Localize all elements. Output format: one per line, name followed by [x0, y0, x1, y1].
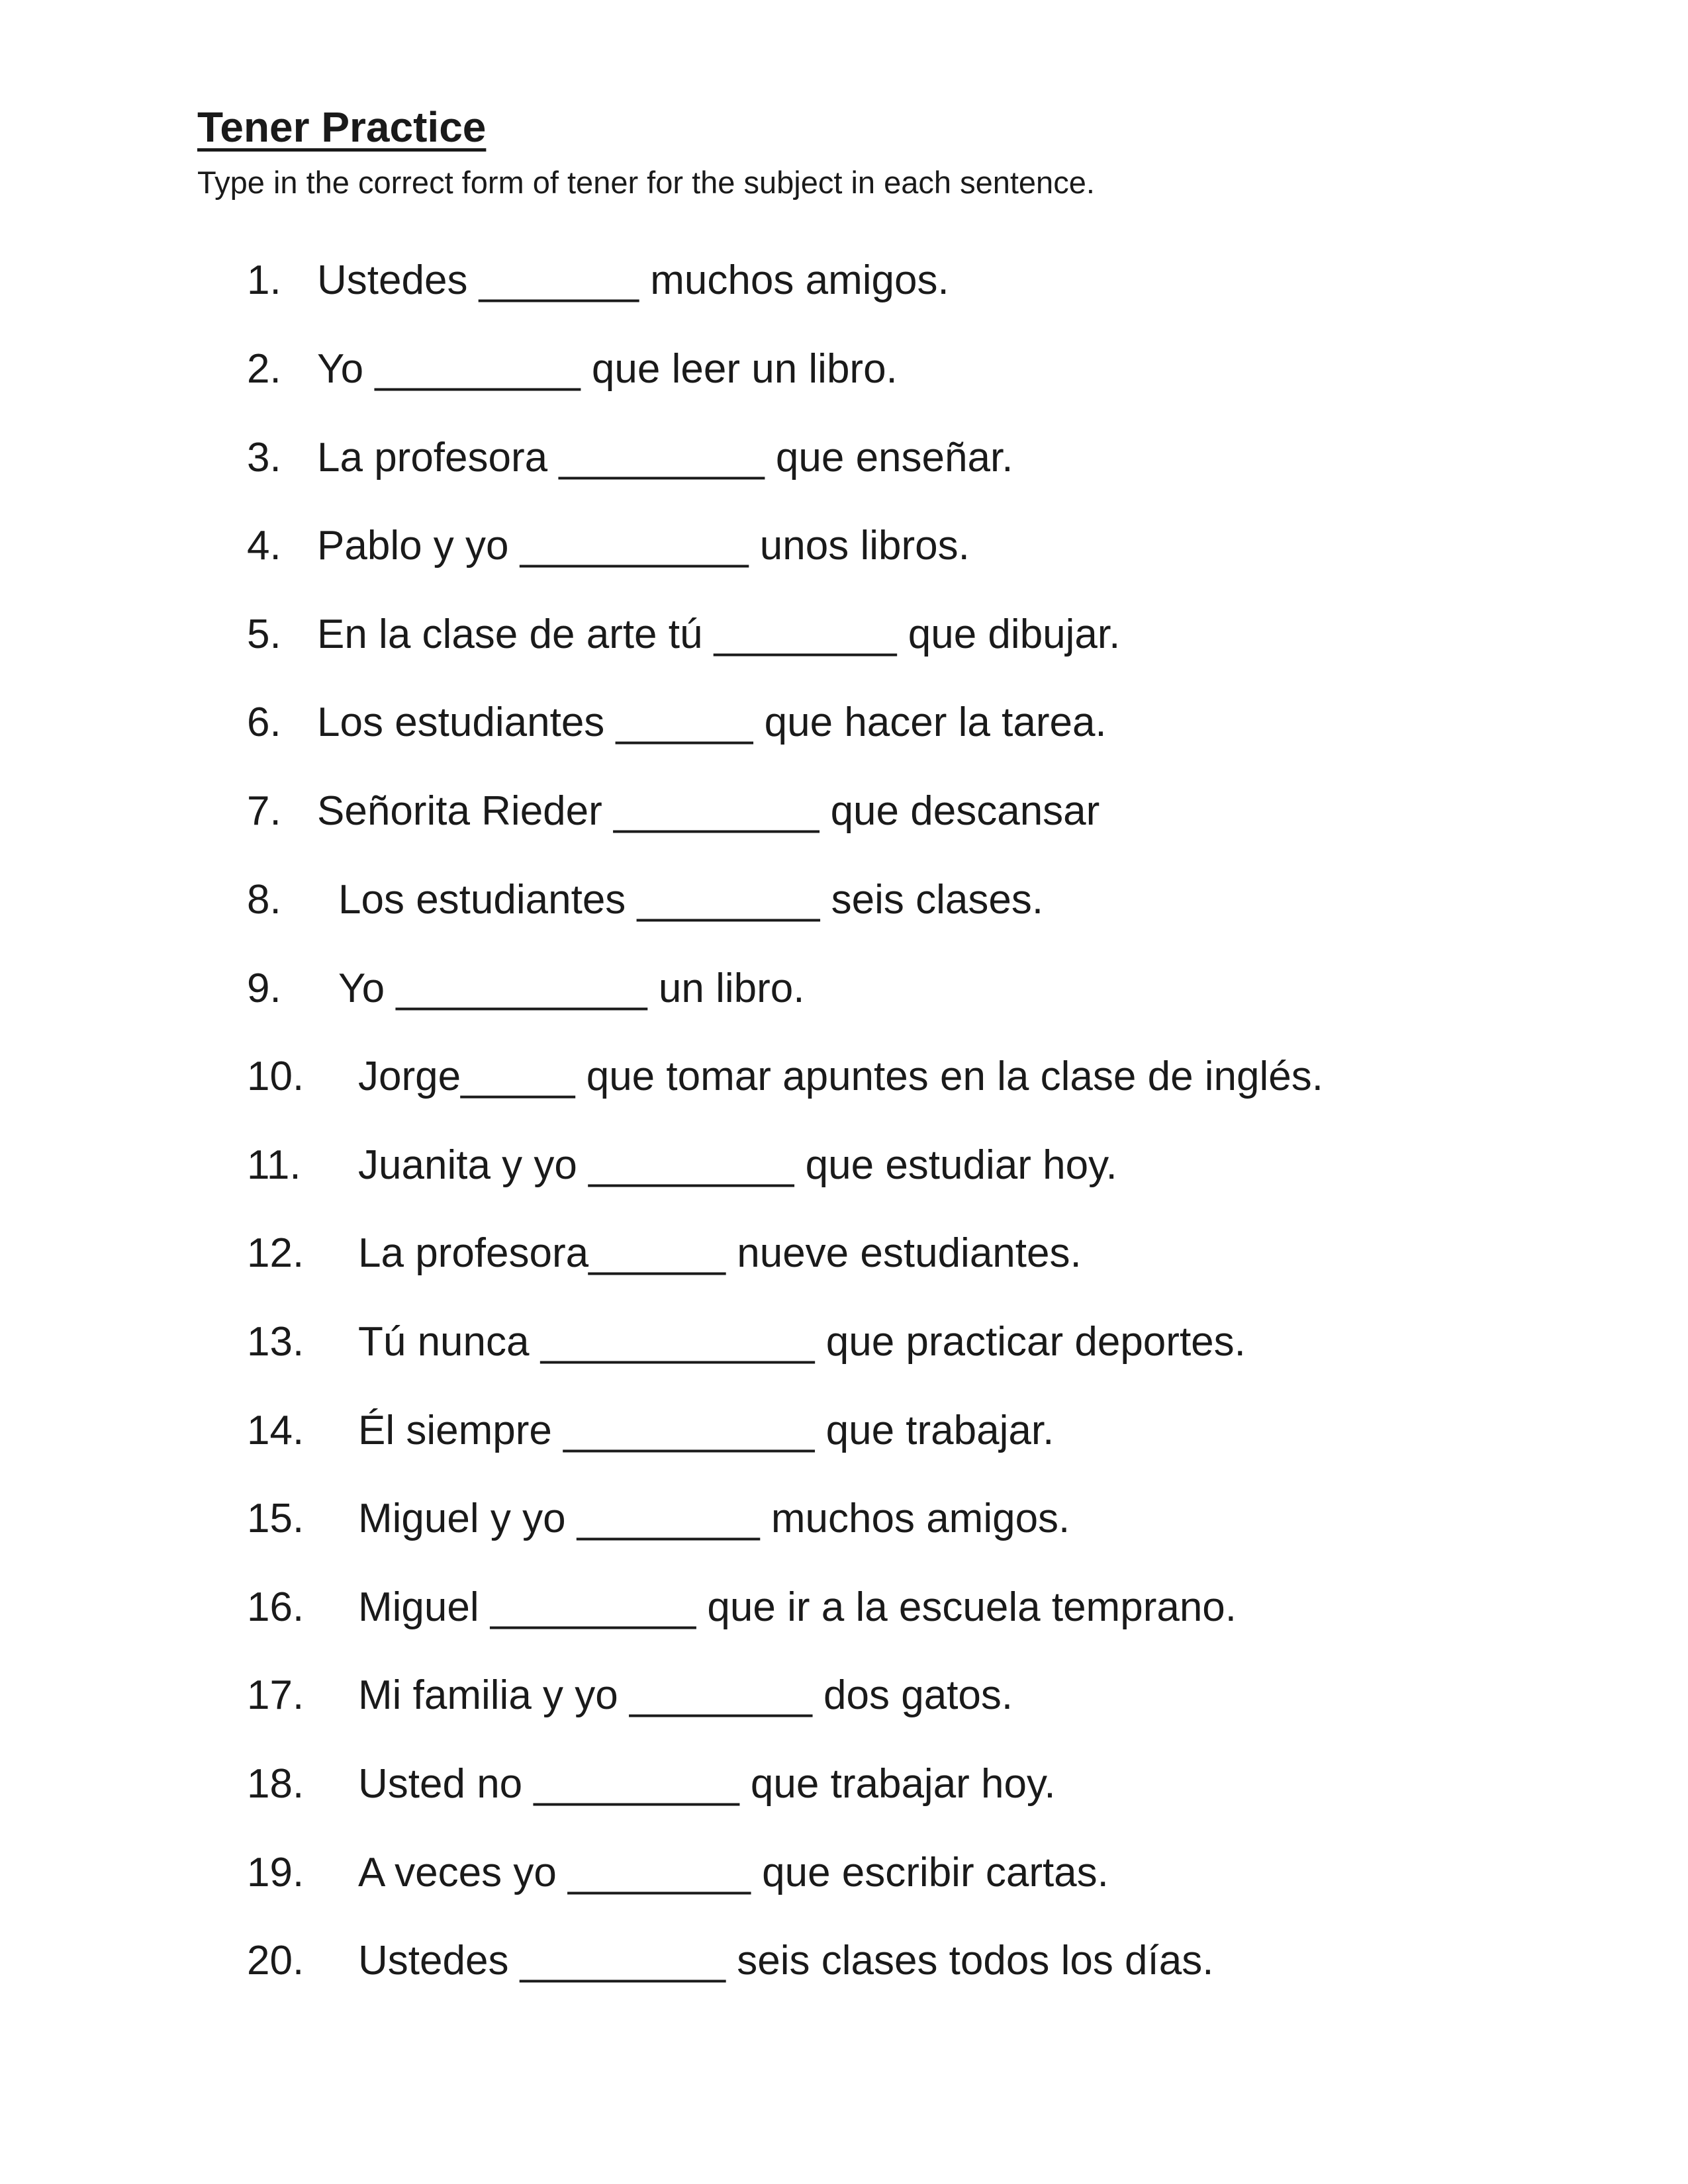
item-number: 13.	[247, 1319, 305, 1365]
worksheet-title: Tener Practice	[197, 103, 487, 151]
item-sentence: Yo ___________ un libro.	[338, 966, 805, 1011]
exercise-item-2	[247, 341, 898, 397]
exercise-item-4	[247, 518, 970, 574]
exercise-item-18	[247, 1756, 1056, 1812]
exercise-item-10	[247, 1049, 1323, 1105]
item-sentence: Pablo y yo __________ unos libros.	[317, 523, 970, 569]
item-number: 1.	[247, 257, 281, 303]
item-number: 19.	[247, 1850, 305, 1895]
item-number: 3.	[247, 435, 281, 480]
exercise-item-17	[247, 1668, 1013, 1723]
exercise-item-6	[247, 695, 1107, 751]
item-number: 15.	[247, 1496, 305, 1541]
item-number: 7.	[247, 788, 281, 834]
exercise-item-1	[247, 253, 949, 308]
item-sentence: Los estudiantes ______ que hacer la tarea.	[317, 700, 1107, 745]
item-number: 10.	[247, 1054, 305, 1099]
exercise-item-16	[247, 1580, 1237, 1635]
exercise-item-7	[247, 784, 1100, 839]
exercise-item-19	[247, 1845, 1109, 1901]
item-sentence: Miguel y yo ________ muchos amigos.	[358, 1496, 1070, 1541]
item-number: 18.	[247, 1761, 305, 1807]
exercise-item-9	[247, 961, 804, 1017]
item-number: 16.	[247, 1584, 305, 1630]
item-number: 14.	[247, 1408, 305, 1453]
item-number: 17.	[247, 1672, 305, 1718]
item-number: 2.	[247, 346, 281, 392]
exercise-item-20	[247, 1933, 1213, 1989]
item-number: 9.	[247, 966, 281, 1011]
exercise-item-5	[247, 607, 1120, 662]
item-number: 8.	[247, 877, 281, 923]
item-number: 4.	[247, 523, 281, 569]
item-sentence: Usted no _________ que trabajar hoy.	[358, 1761, 1056, 1807]
item-sentence: Yo _________ que leer un libro.	[317, 346, 898, 392]
item-sentence: La profesora______ nueve estudiantes.	[358, 1230, 1082, 1276]
item-sentence: Señorita Rieder _________ que descansar	[317, 788, 1100, 834]
item-number: 11.	[247, 1142, 301, 1188]
item-sentence: Ustedes _________ seis clases todos los días.	[358, 1938, 1214, 1983]
item-sentence: Tú nunca ____________ que practicar deportes.	[358, 1319, 1246, 1365]
item-number: 20.	[247, 1938, 305, 1983]
exercise-item-15	[247, 1491, 1070, 1547]
exercise-item-13	[247, 1314, 1246, 1370]
item-sentence: Los estudiantes ________ seis clases.	[338, 877, 1044, 923]
item-sentence: Jorge_____ que tomar apuntes en la clase de inglés.	[358, 1054, 1323, 1099]
exercise-item-11	[247, 1138, 1117, 1193]
item-sentence: Ustedes _______ muchos amigos.	[317, 257, 949, 303]
item-sentence: Juanita y yo _________ que estudiar hoy.	[358, 1142, 1117, 1188]
item-sentence: La profesora _________ que enseñar.	[317, 435, 1013, 480]
item-sentence: A veces yo ________ que escribir cartas.	[358, 1850, 1109, 1895]
item-sentence: En la clase de arte tú ________ que dibujar.	[317, 612, 1121, 657]
exercise-item-3	[247, 430, 1013, 486]
exercise-item-14	[247, 1403, 1054, 1459]
item-sentence: Miguel _________ que ir a la escuela temprano.	[358, 1584, 1237, 1630]
item-sentence: Mi familia y yo ________ dos gatos.	[358, 1672, 1013, 1718]
item-number: 5.	[247, 612, 281, 657]
item-number: 6.	[247, 700, 281, 745]
item-number: 12.	[247, 1230, 305, 1276]
exercise-item-8	[247, 872, 1043, 928]
worksheet-instructions: Type in the correct form of tener for the subject in each sentence.	[197, 165, 1095, 200]
exercise-item-12	[247, 1226, 1082, 1281]
item-sentence: Él siempre ___________ que trabajar.	[358, 1408, 1055, 1453]
